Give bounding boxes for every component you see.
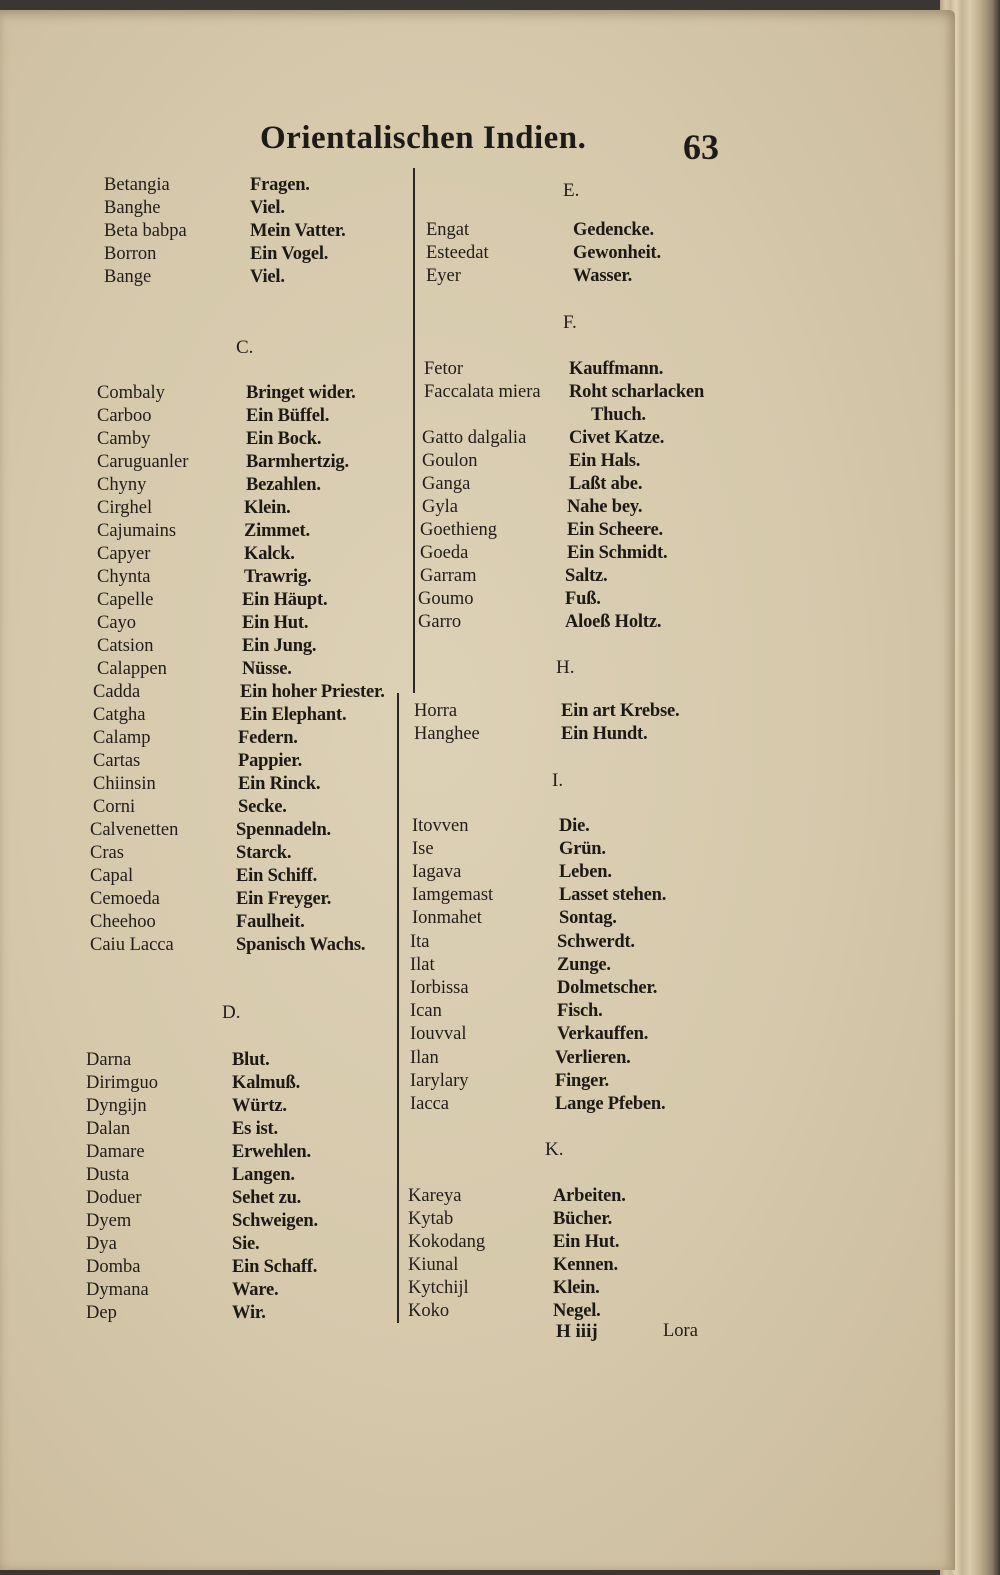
vocabulary-term: Damare bbox=[86, 1142, 145, 1162]
vocabulary-term: Fetor bbox=[424, 359, 464, 379]
german-translation: Ein art Krebse. bbox=[561, 701, 680, 721]
vocabulary-term: Darna bbox=[86, 1050, 132, 1070]
german-translation: Fisch. bbox=[557, 1001, 603, 1021]
german-translation: Faulheit. bbox=[236, 912, 305, 932]
german-translation: Secke. bbox=[238, 797, 287, 817]
german-translation: Viel. bbox=[250, 267, 285, 287]
column-divider-upper bbox=[413, 168, 415, 693]
vocabulary-term: Iarylary bbox=[410, 1071, 469, 1091]
german-translation: Klein. bbox=[553, 1278, 600, 1298]
vocabulary-term: Garro bbox=[418, 612, 462, 632]
vocabulary-term: Engat bbox=[426, 220, 470, 240]
german-translation: Sontag. bbox=[559, 908, 617, 928]
german-translation: Ein Schaff. bbox=[232, 1257, 318, 1277]
german-translation: Sehet zu. bbox=[232, 1188, 302, 1208]
german-translation: Ein Häupt. bbox=[242, 590, 328, 610]
vocabulary-term: Corni bbox=[93, 797, 136, 817]
german-translation: Erwehlen. bbox=[232, 1142, 311, 1162]
german-translation: Federn. bbox=[238, 728, 298, 748]
vocabulary-term: Garram bbox=[420, 566, 477, 586]
vocabulary-term: Faccalata miera bbox=[424, 382, 541, 402]
german-translation: Kalmuß. bbox=[232, 1073, 300, 1093]
german-translation: Zunge. bbox=[557, 955, 611, 975]
german-translation: Verkauffen. bbox=[557, 1024, 649, 1044]
signature-mark: H iiij bbox=[556, 1321, 598, 1342]
vocabulary-term: Beta babpa bbox=[104, 221, 187, 241]
german-translation: Gedencke. bbox=[573, 220, 654, 240]
section-letter: F. bbox=[563, 312, 577, 333]
vocabulary-term: Hanghee bbox=[414, 724, 480, 744]
vocabulary-term: Iagava bbox=[412, 862, 462, 882]
vocabulary-term: Calappen bbox=[97, 659, 167, 679]
german-translation: Ein Hals. bbox=[569, 451, 641, 471]
german-translation: Ware. bbox=[232, 1280, 279, 1300]
running-head: Orientalischen Indien. bbox=[260, 120, 587, 156]
german-translation: Leben. bbox=[559, 862, 612, 882]
german-translation: Viel. bbox=[250, 198, 285, 218]
german-translation: Laßt abe. bbox=[569, 474, 643, 494]
german-translation: Bücher. bbox=[553, 1209, 613, 1229]
vocabulary-term: Catsion bbox=[97, 636, 154, 656]
german-translation: Barmhertzig. bbox=[246, 452, 349, 472]
vocabulary-term: Cartas bbox=[93, 751, 141, 771]
german-translation: Ein Scheere. bbox=[567, 520, 663, 540]
vocabulary-term: Goeda bbox=[420, 543, 469, 563]
german-translation: Nüsse. bbox=[242, 659, 292, 679]
german-translation: Kalck. bbox=[244, 544, 295, 564]
german-translation: Negel. bbox=[553, 1301, 601, 1321]
vocabulary-term: Iouvval bbox=[410, 1024, 467, 1044]
german-translation: Aloeß Holtz. bbox=[565, 612, 662, 632]
section-letter: D. bbox=[222, 1002, 241, 1023]
vocabulary-term: Goulon bbox=[422, 451, 478, 471]
vocabulary-term: Calvenetten bbox=[90, 820, 179, 840]
column-divider-lower bbox=[397, 693, 399, 1323]
vocabulary-term: Camby bbox=[97, 429, 151, 449]
vocabulary-term: Cajumains bbox=[97, 521, 177, 541]
section-letter: E. bbox=[563, 180, 580, 201]
german-translation: Bezahlen. bbox=[246, 475, 321, 495]
vocabulary-term: Itovven bbox=[412, 816, 469, 836]
vocabulary-term: Ilan bbox=[410, 1048, 439, 1068]
german-translation: Thuch. bbox=[591, 405, 646, 425]
vocabulary-term: Betangia bbox=[104, 175, 170, 195]
section-letter: C. bbox=[236, 337, 254, 358]
catchword: Lora bbox=[663, 1321, 698, 1341]
vocabulary-term: Domba bbox=[86, 1257, 141, 1277]
section-letter: H. bbox=[556, 657, 575, 678]
german-translation: Ein hoher Priester. bbox=[240, 682, 385, 702]
vocabulary-term: Ionmahet bbox=[412, 908, 482, 928]
german-translation: Ein Vogel. bbox=[250, 244, 329, 264]
vocabulary-term: Gyla bbox=[422, 497, 458, 517]
vocabulary-term: Cras bbox=[90, 843, 124, 863]
vocabulary-term: Dyngijn bbox=[86, 1096, 147, 1116]
vocabulary-term: Esteedat bbox=[426, 243, 489, 263]
vocabulary-term: Bange bbox=[104, 267, 152, 287]
vocabulary-term: Kytab bbox=[408, 1209, 454, 1229]
german-translation: Ein Schiff. bbox=[236, 866, 318, 886]
vocabulary-term: Kiunal bbox=[408, 1255, 459, 1275]
german-translation: Fragen. bbox=[250, 175, 310, 195]
vocabulary-term: Kytchijl bbox=[408, 1278, 469, 1298]
vocabulary-term: Dymana bbox=[86, 1280, 149, 1300]
vocabulary-term: Ican bbox=[410, 1001, 442, 1021]
vocabulary-term: Eyer bbox=[426, 266, 461, 286]
german-translation: Langen. bbox=[232, 1165, 295, 1185]
vocabulary-term: Horra bbox=[414, 701, 458, 721]
vocabulary-term: Dalan bbox=[86, 1119, 131, 1139]
german-translation: Lasset stehen. bbox=[559, 885, 667, 905]
german-translation: Bringet wider. bbox=[246, 383, 356, 403]
german-translation: Klein. bbox=[244, 498, 291, 518]
vocabulary-term: Cayo bbox=[97, 613, 137, 633]
german-translation: Ein Jung. bbox=[242, 636, 317, 656]
vocabulary-term: Doduer bbox=[86, 1188, 142, 1208]
german-translation: Nahe bey. bbox=[567, 497, 643, 517]
german-translation: Spanisch Wachs. bbox=[236, 935, 366, 955]
vocabulary-term: Dya bbox=[86, 1234, 117, 1254]
german-translation: Ein Hut. bbox=[242, 613, 309, 633]
german-translation: Kauffmann. bbox=[569, 359, 664, 379]
german-translation: Saltz. bbox=[565, 566, 608, 586]
german-translation: Roht scharlacken bbox=[569, 382, 705, 402]
german-translation: Mein Vatter. bbox=[250, 221, 346, 241]
german-translation: Gewonheit. bbox=[573, 243, 661, 263]
vocabulary-term: Caruguanler bbox=[97, 452, 189, 472]
vocabulary-term: Dirimguo bbox=[86, 1073, 158, 1093]
vocabulary-term: Dep bbox=[86, 1303, 117, 1323]
german-translation: Starck. bbox=[236, 843, 292, 863]
german-translation: Grün. bbox=[559, 839, 606, 859]
vocabulary-term: Goumo bbox=[418, 589, 474, 609]
vocabulary-term: Dusta bbox=[86, 1165, 130, 1185]
german-translation: Spennadeln. bbox=[236, 820, 331, 840]
german-translation: Würtz. bbox=[232, 1096, 287, 1116]
vocabulary-term: Carboo bbox=[97, 406, 152, 426]
german-translation: Wasser. bbox=[573, 266, 633, 286]
vocabulary-term: Caiu Lacca bbox=[90, 935, 174, 955]
vocabulary-term: Kareya bbox=[408, 1186, 462, 1206]
vocabulary-term: Chiinsin bbox=[93, 774, 156, 794]
german-translation: Kennen. bbox=[553, 1255, 618, 1275]
german-translation: Verlieren. bbox=[555, 1048, 631, 1068]
german-translation: Trawrig. bbox=[244, 567, 312, 587]
german-translation: Schwerdt. bbox=[557, 932, 635, 952]
vocabulary-term: Dyem bbox=[86, 1211, 132, 1231]
vocabulary-term: Calamp bbox=[93, 728, 151, 748]
vocabulary-term: Banghe bbox=[104, 198, 161, 218]
german-translation: Ein Hundt. bbox=[561, 724, 648, 744]
german-translation: Ein Bock. bbox=[246, 429, 322, 449]
german-translation: Ein Freyger. bbox=[236, 889, 332, 909]
book-page bbox=[0, 10, 955, 1570]
german-translation: Dolmetscher. bbox=[557, 978, 658, 998]
vocabulary-term: Ita bbox=[410, 932, 430, 952]
german-translation: Finger. bbox=[555, 1071, 609, 1091]
vocabulary-term: Goethieng bbox=[420, 520, 498, 540]
german-translation: Ein Hut. bbox=[553, 1232, 620, 1252]
german-translation: Ein Büffel. bbox=[246, 406, 330, 426]
vocabulary-term: Capyer bbox=[97, 544, 151, 564]
vocabulary-term: Cheehoo bbox=[90, 912, 156, 932]
vocabulary-term: Cadda bbox=[93, 682, 141, 702]
vocabulary-term: Catgha bbox=[93, 705, 146, 725]
vocabulary-term: Borron bbox=[104, 244, 157, 264]
vocabulary-term: Combaly bbox=[97, 383, 165, 403]
german-translation: Es ist. bbox=[232, 1119, 278, 1139]
german-translation: Pappier. bbox=[238, 751, 303, 771]
german-translation: Ein Rinck. bbox=[238, 774, 321, 794]
german-translation: Blut. bbox=[232, 1050, 270, 1070]
vocabulary-term: Koko bbox=[408, 1301, 450, 1321]
german-translation: Wir. bbox=[232, 1303, 266, 1323]
vocabulary-term: Cirghel bbox=[97, 498, 153, 518]
vocabulary-term: Chyny bbox=[97, 475, 147, 495]
german-translation: Lange Pfeben. bbox=[555, 1094, 666, 1114]
german-translation: Fuß. bbox=[565, 589, 601, 609]
german-translation: Civet Katze. bbox=[569, 428, 665, 448]
vocabulary-term: Ilat bbox=[410, 955, 435, 975]
german-translation: Ein Schmidt. bbox=[567, 543, 668, 563]
vocabulary-term: Iorbissa bbox=[410, 978, 469, 998]
vocabulary-term: Capelle bbox=[97, 590, 154, 610]
vocabulary-term: Iamgemast bbox=[412, 885, 494, 905]
section-letter: K. bbox=[545, 1139, 564, 1160]
german-translation: Sie. bbox=[232, 1234, 260, 1254]
vocabulary-term: Kokodang bbox=[408, 1232, 486, 1252]
vocabulary-term: Iacca bbox=[410, 1094, 450, 1114]
german-translation: Zimmet. bbox=[244, 521, 310, 541]
german-translation: Die. bbox=[559, 816, 590, 836]
german-translation: Arbeiten. bbox=[553, 1186, 626, 1206]
german-translation: Schweigen. bbox=[232, 1211, 318, 1231]
vocabulary-term: Ganga bbox=[422, 474, 471, 494]
vocabulary-term: Gatto dalgalia bbox=[422, 428, 527, 448]
vocabulary-term: Capal bbox=[90, 866, 134, 886]
vocabulary-term: Chynta bbox=[97, 567, 151, 587]
german-translation: Ein Elephant. bbox=[240, 705, 347, 725]
page-number: 63 bbox=[683, 127, 719, 167]
section-letter: I. bbox=[552, 770, 564, 791]
vocabulary-term: Ise bbox=[412, 839, 434, 859]
vocabulary-term: Cemoeda bbox=[90, 889, 160, 909]
